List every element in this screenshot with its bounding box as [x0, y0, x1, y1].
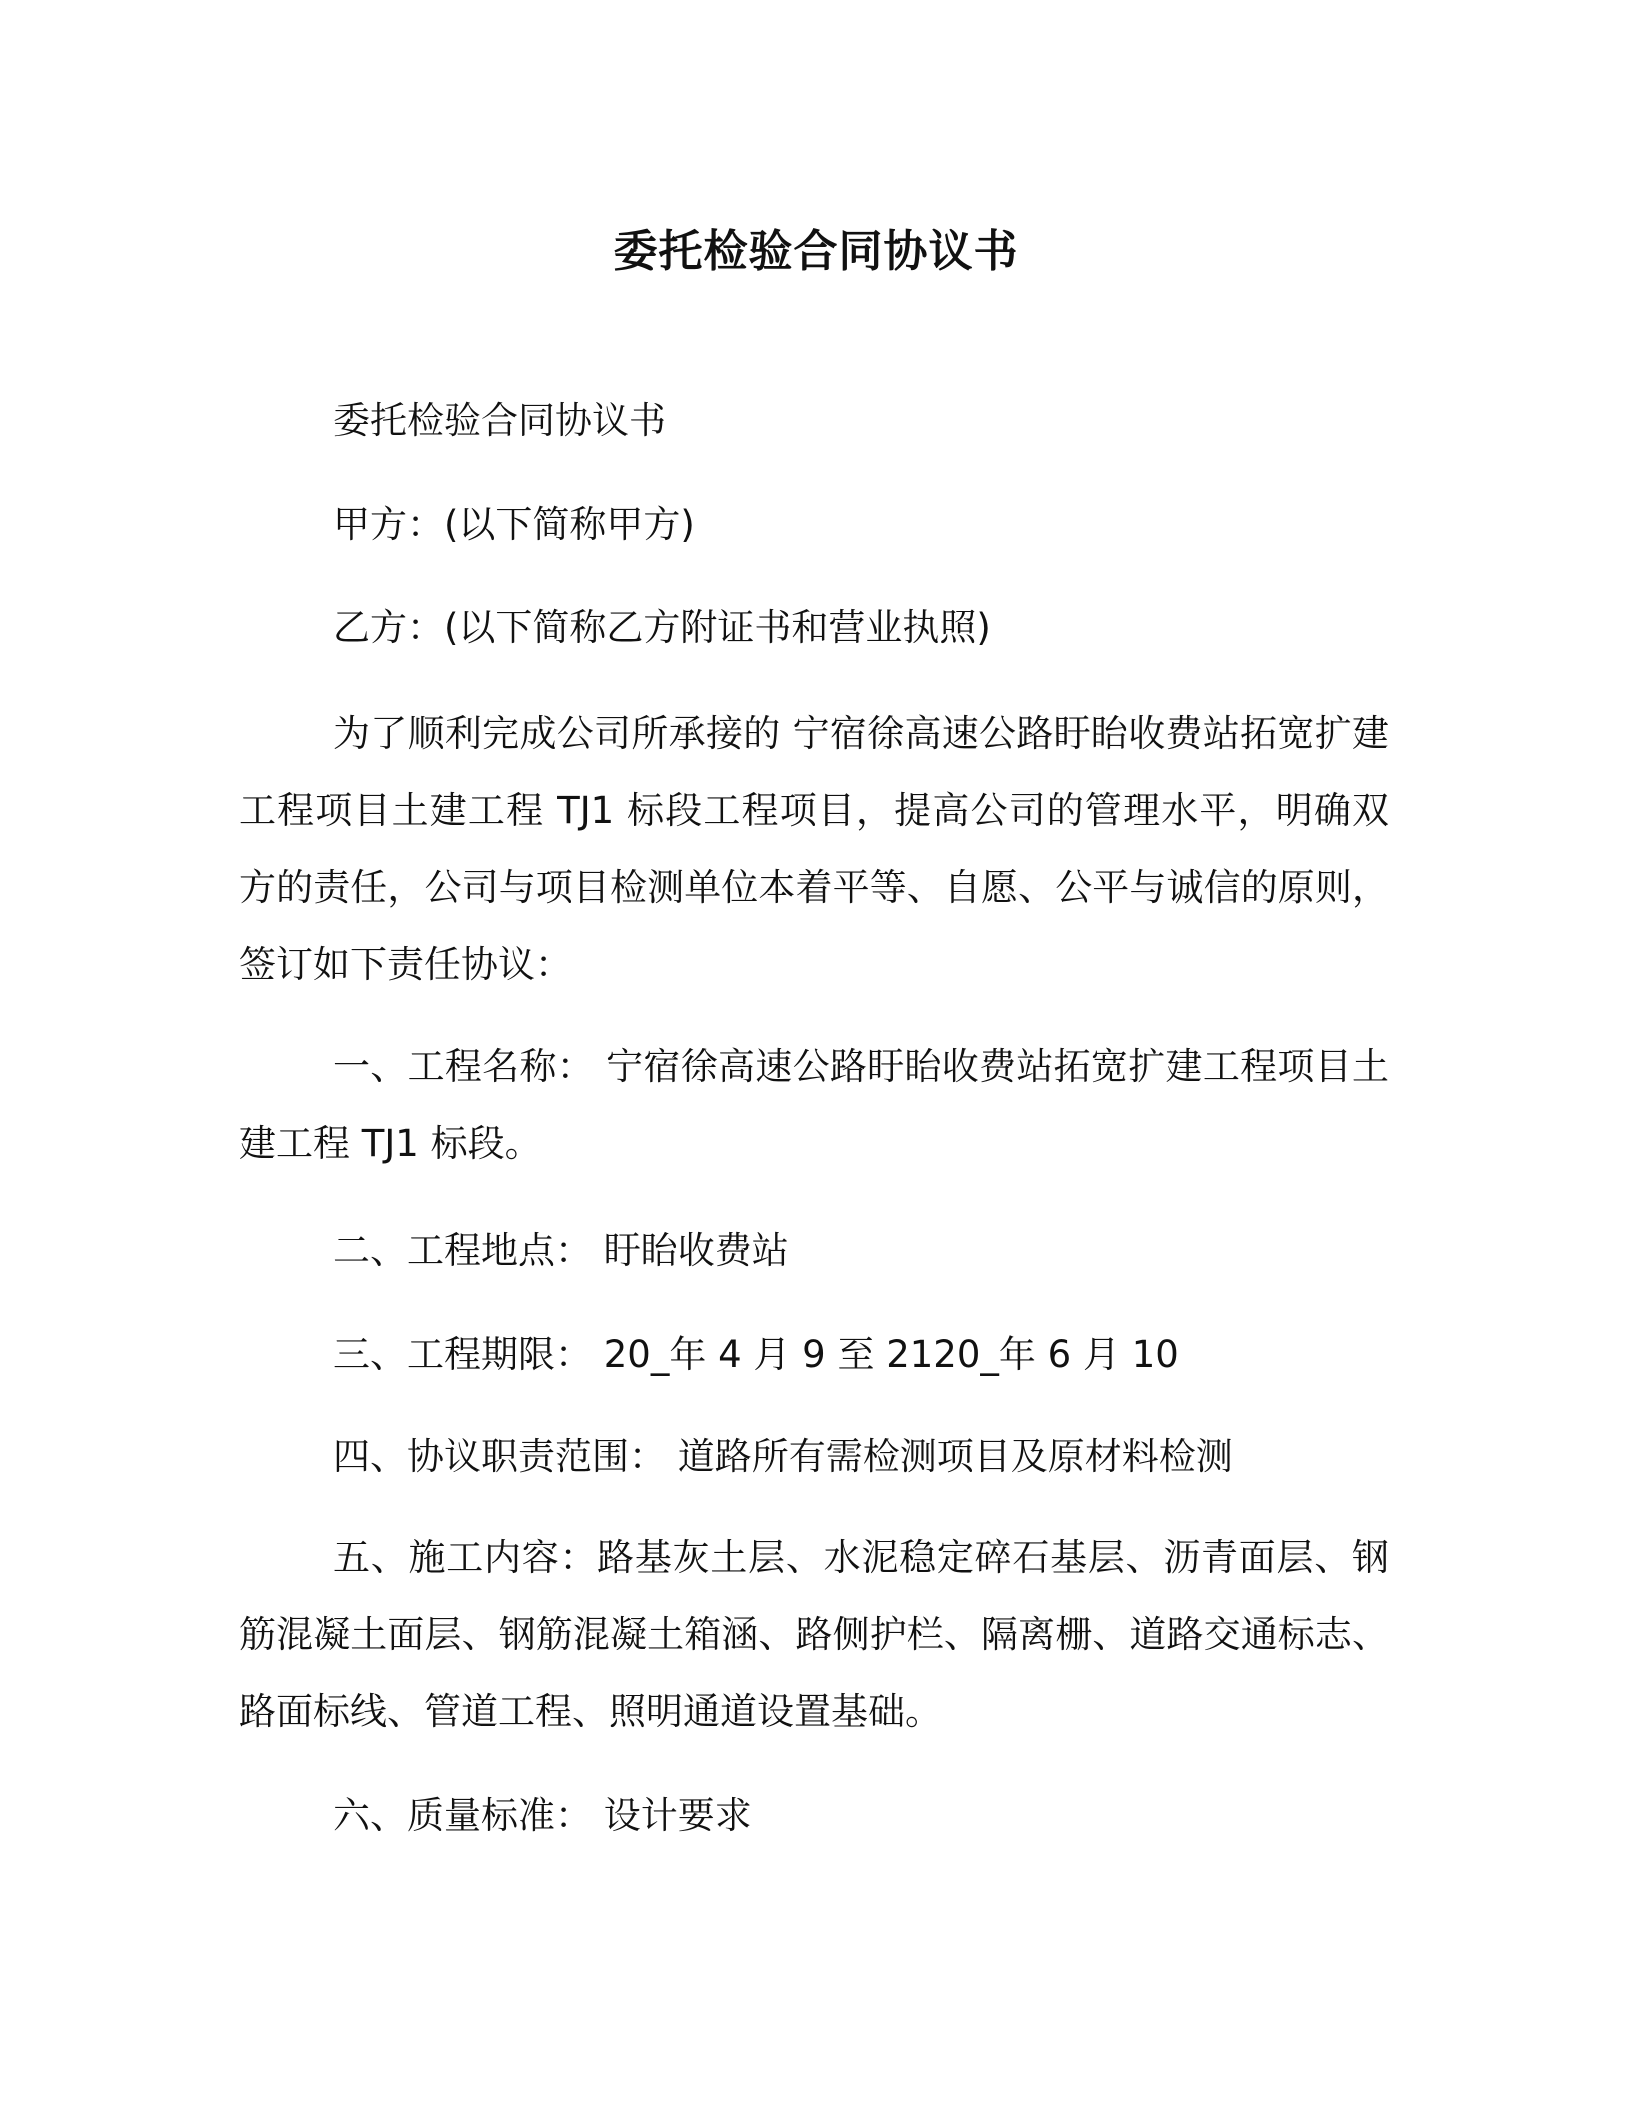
clause-construction-content: 五、施工内容：路基灰土层、水泥稳定碎石基层、沥青面层、钢筋混凝土面层、钢筋混凝土箱涵、路侧护栏、隔离栅、道路交通标志、路面标线、管道工程、照明通道设置基础。	[239, 1536, 1389, 1733]
clause-project-period: 三、工程期限： 20_年 4 月 9 至 2120_年 6 月 10	[333, 1333, 1179, 1376]
intro-paragraph: 为了顺利完成公司所承接的 宁宿徐高速公路盱眙收费站拓宽扩建工程项目土建工程 TJ1 标段工程项目，提高公司的管理水平，明确双方的责任，公司与项目检测单位本着平等、自愿、公平与诚信的原则，签订如下责任协议：	[239, 712, 1389, 986]
document-title: 委托检验合同协议书	[613, 226, 1019, 277]
party-b-line: 乙方：(以下简称乙方附证书和营业执照)	[333, 606, 991, 649]
document-subtitle: 委托检验合同协议书	[333, 399, 666, 442]
clause-responsibility-scope: 四、协议职责范围： 道路所有需检测项目及原材料检测	[333, 1435, 1233, 1478]
clause-quality-standard: 六、质量标准： 设计要求	[333, 1794, 752, 1837]
party-a-line: 甲方：(以下简称甲方)	[333, 503, 695, 546]
clause-project-name: 一、工程名称： 宁宿徐高速公路盱眙收费站拓宽扩建工程项目土建工程 TJ1 标段。	[239, 1045, 1389, 1165]
clause-project-location: 二、工程地点： 盱眙收费站	[333, 1229, 789, 1272]
